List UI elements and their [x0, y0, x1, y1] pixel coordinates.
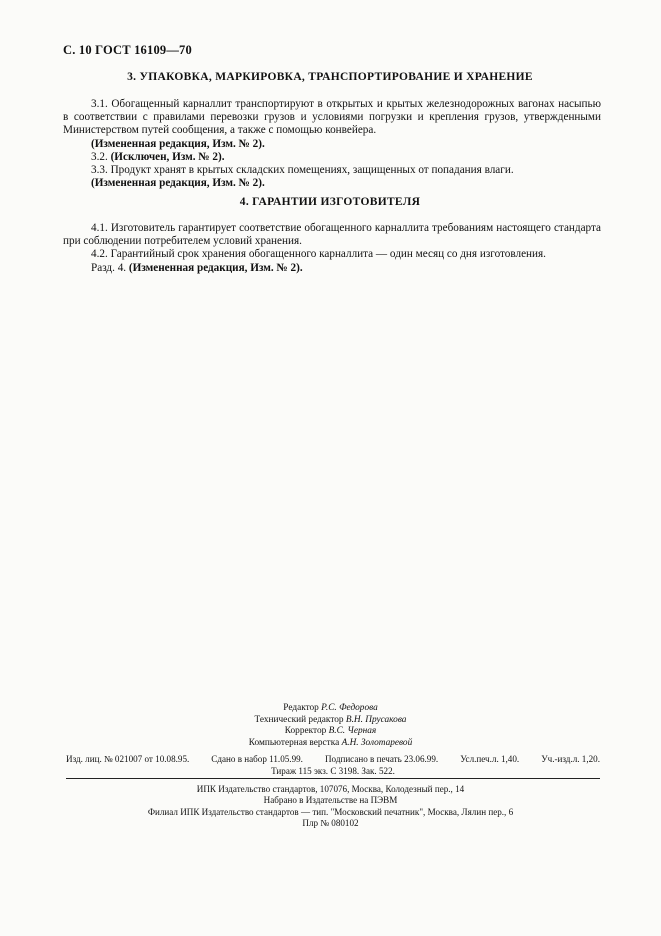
section-4-amendment: [63, 262, 601, 275]
typeset-date: Сдано в набор 11.05.99.: [211, 754, 303, 764]
section-4-body: [63, 222, 601, 275]
impressum-line: [66, 754, 600, 766]
publishing-sheets: Уч.-изд.л. 1,20.: [541, 754, 600, 764]
paragraph-3-1: 3.1. Обогащенный карналлит транспортируют в открытых и крытых железнодорожных вагонах насыпью в соответствии с правилами перевозки грузов и условиями погрузки и крепления грузов, утвержденными Министерством путей сообщения, а также с помощью конвейера.: [63, 98, 601, 137]
print-sheets: Усл.печ.л. 1,40.: [460, 754, 520, 764]
credit-tech-editor: Технический редактор В.Н. Прусакова: [254, 714, 407, 725]
paragraph-number: 3.2.: [91, 150, 108, 163]
printing-house: Филиал ИПК Издательство стандартов — тип. "Московский печатник", Москва, Лялин пер., 6: [147, 806, 514, 817]
credit-corrector: Корректор В.С. Черная: [284, 726, 377, 737]
typeset-note: Набрано в Издательстве на ПЭВМ: [263, 795, 398, 806]
publisher-info: [0, 784, 661, 829]
signed-date: Подписано в печать 23.06.99.: [324, 754, 439, 764]
amendment-note: (Измененная редакция, Изм. № 2).: [91, 137, 265, 150]
section-reference: Разд. 4.: [91, 261, 127, 274]
print-impressum: [66, 754, 600, 777]
paragraph-4-2: 4.2. Гарантийный срок хранения обогащенного карналлита — один месяц со дня изготовления.: [91, 248, 546, 261]
publisher-address: ИПК Издательство стандартов, 107076, Москва, Колодезный пер., 14: [196, 784, 465, 794]
paragraph-3-2: [63, 151, 601, 164]
credit-editor: Редактор Р.С. Федорова: [283, 703, 378, 713]
amendment-note: (Исключен, Изм. № 2).: [110, 150, 225, 163]
running-head: С. 10 ГОСТ 16109—70: [63, 43, 192, 57]
print-run: Тираж 115 экз. С 3198. Зак. 522.: [271, 765, 395, 776]
editorial-credits: [0, 703, 661, 749]
section-3-title: 3. УПАКОВКА, МАРКИРОВКА, ТРАНСПОРТИРОВАНИЕ И ХРАНЕНИЕ: [127, 71, 533, 83]
license-number: Изд. лиц. № 021007 от 10.08.95.: [66, 754, 190, 764]
credit-layout: Компьютерная верстка А.Н. Золотаревой: [248, 737, 413, 748]
amendment-note: (Измененная редакция, Изм. № 2).: [128, 261, 303, 274]
amendment-note: (Измененная редакция, Изм. № 2).: [91, 177, 265, 190]
section-3-body: [63, 98, 601, 190]
footer-divider: [66, 778, 600, 779]
section-4-title: 4. ГАРАНТИИ ИЗГОТОВИТЕЛЯ: [239, 196, 421, 208]
paragraph-3-3: 3.3. Продукт хранят в крытых складских помещениях, защищенных от попадания влаги.: [91, 164, 514, 177]
license-plr: Плр № 080102: [302, 817, 359, 828]
paragraph-4-1: 4.1. Изготовитель гарантирует соответствие обогащенного карналлита требованиям настоящего стандарта при соблюдении потребителем условий хранения.: [63, 222, 601, 248]
